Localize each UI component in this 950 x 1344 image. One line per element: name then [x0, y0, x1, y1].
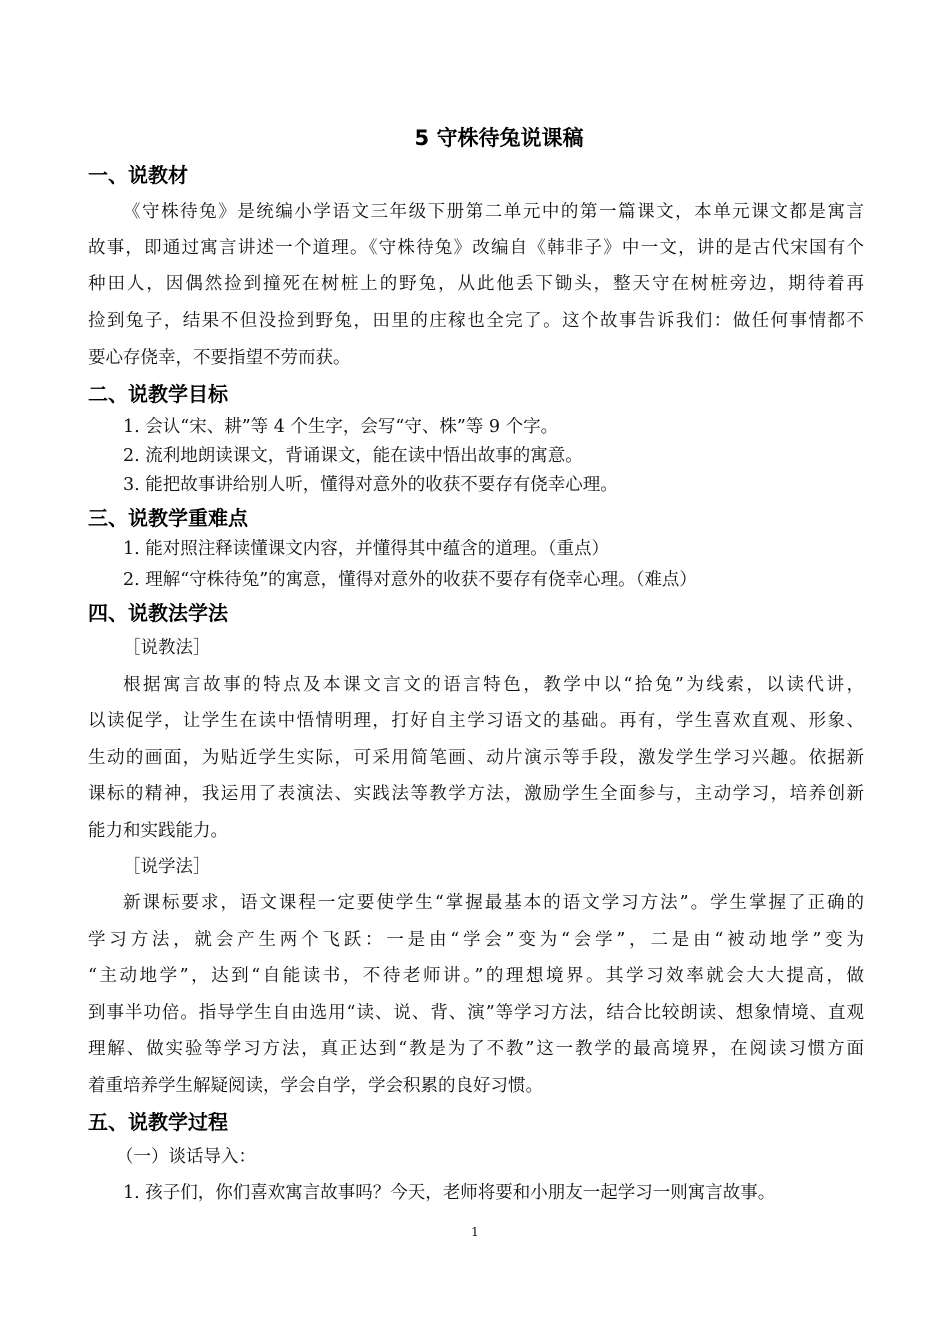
paragraph-line: 根据寓言故事的特点及本课文言文的语言特色，教学中以“拾兔”为线索，以读代讲， — [123, 675, 864, 695]
list-item: 1. 会认“宋、耕”等 4 个生字，会写“守、株”等 9 个字。 — [123, 417, 559, 437]
page-number: 1 — [471, 1225, 479, 1239]
subsection-label-teach: ［说教法］ — [123, 638, 211, 658]
paragraph-line: 捡到兔子，结果不但没捡到野兔，田里的庄稼也全完了。这个故事告诉我们：做任何事情都不 — [88, 311, 864, 331]
paragraph-line: 故事，即通过寓言讲述一个道理。《守株待兔》改编自《韩非子》中一文，讲的是古代宋国有个 — [88, 238, 864, 258]
paragraph-line: 以读促学，让学生在读中悟情明理，打好自主学习语文的基础。再有，学生喜欢直观、形象、 — [88, 711, 864, 731]
paragraph-line: “主动地学”，达到“自能读书，不待老师讲。”的理想境界。其学习效率就会大大提高，做 — [88, 966, 864, 986]
list-item: 2. 流利地朗读课文，背诵课文，能在读中悟出故事的寓意。 — [123, 446, 583, 466]
paragraph-line: 课标的精神，我运用了表演法、实践法等教学方法，激励学生全面参与，主动学习，培养创新 — [88, 784, 864, 804]
paragraph-line: 到事半功倍。指导学生自由选用“读、说、背、演”等学习方法，结合比较朗读、想象情境、直观 — [88, 1003, 864, 1023]
paragraph-line: 理解、做实验等学习方法，真正达到“教是为了不教”这一教学的最高境界，在阅读习惯方面 — [88, 1039, 864, 1059]
paragraph-line: 着重培养学生解疑阅读，学会自学，学会积累的良好习惯。 — [88, 1076, 543, 1096]
section-heading-5: 五、说教学过程 — [88, 1110, 228, 1134]
subsection-label-learn: ［说学法］ — [123, 857, 211, 877]
paragraph-line: 种田人，因偶然捡到撞死在树桩上的野兔，从此他丢下锄头，整天守在树桩旁边，期待着再 — [88, 274, 864, 294]
list-item: 3. 能把故事讲给别人听，懂得对意外的收获不要存有侥幸心理。 — [123, 475, 618, 495]
document-title: 5 守株待兔说课稿 — [414, 126, 584, 150]
list-item: 1. 能对照注释读懂课文内容，并懂得其中蕴含的道理。（重点） — [123, 539, 610, 559]
paragraph-line: 生动的画面，为贴近学生实际，可采用简笔画、动片演示等手段，激发学生学习兴趣。依据新 — [88, 748, 864, 768]
section-heading-3: 三、说教学重难点 — [88, 506, 248, 530]
paragraph-line: 学习方法，就会产生两个飞跃：一是由“学会”变为“会学”，二是由“被动地学”变为 — [88, 930, 864, 950]
paragraph-line: 能力和实践能力。 — [88, 821, 228, 841]
section-heading-4: 四、说教法学法 — [88, 601, 228, 625]
list-item: 2. 理解“守株待兔”的寓意，懂得对意外的收获不要存有侥幸心理。（难点） — [123, 570, 697, 590]
paragraph-line: 要心存侥幸，不要指望不劳而获。 — [88, 348, 351, 368]
paragraph-line: 新课标要求，语文课程一定要使学生“掌握最基本的语文学习方法”。学生掌握了正确的 — [123, 893, 864, 913]
paragraph-line: 《守株待兔》是统编小学语文三年级下册第二单元中的第一篇课文，本单元课文都是寓言 — [123, 202, 864, 222]
section-heading-2: 二、说教学目标 — [88, 382, 228, 406]
list-item: 1. 孩子们，你们喜欢寓言故事吗？今天，老师将要和小朋友一起学习一则寓言故事。 — [123, 1183, 776, 1203]
section-heading-1: 一、说教材 — [88, 163, 188, 187]
subsection-heading: （一）谈话导入： — [116, 1147, 256, 1167]
